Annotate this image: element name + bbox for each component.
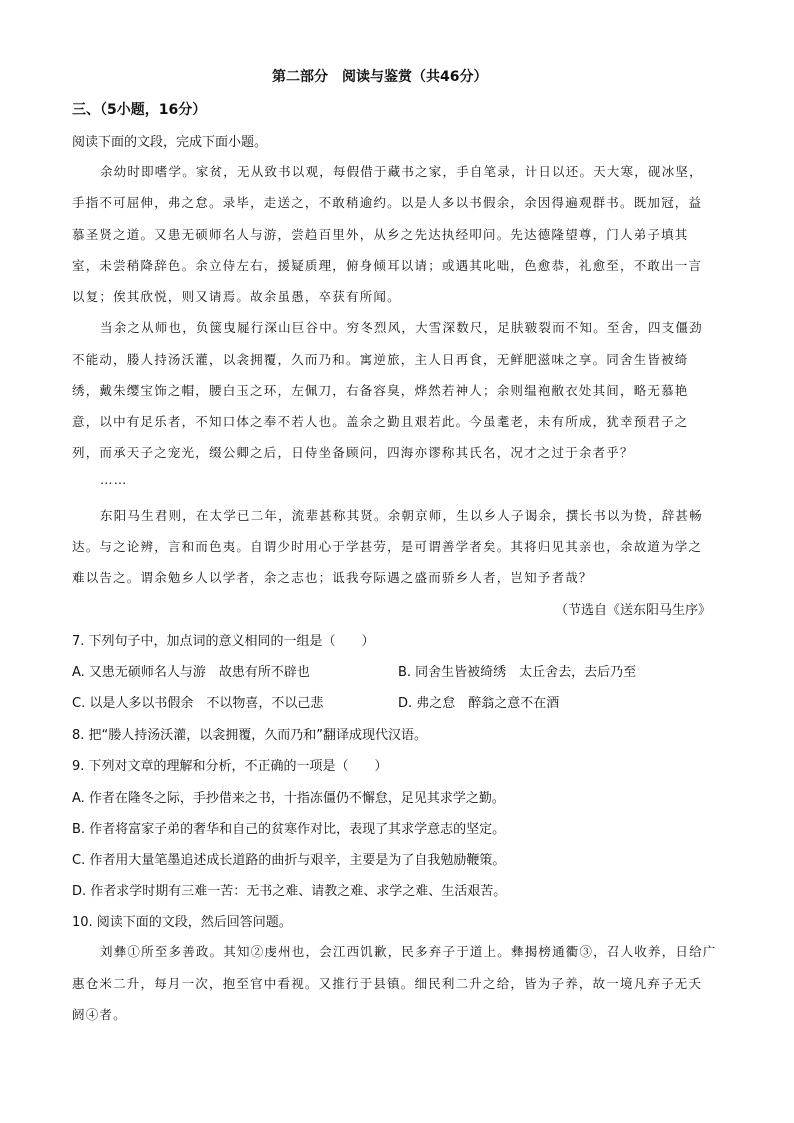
passage-source: （节选自《送东阳马生序》 (555, 603, 712, 618)
section-heading: 三、（5小题，16分） (72, 102, 207, 118)
question-7-stem: 7. 下列句子中，加点词的意义相同的一组是（ ） (72, 634, 375, 649)
passage-line: 余幼时即嗜学。家贫，无从致书以观，每假借于藏书之家，手自笔录，计日以还。天大寒，砚冰坚， (100, 164, 703, 179)
question-9-option-b: B. 作者将富家子弟的奢华和自己的贫寒作对比，表现了其求学意志的坚定。 (72, 822, 506, 837)
question-9-stem: 9. 下列对文章的理解和分析，不正确的一项是（ ） (72, 759, 388, 774)
passage-line: 手指不可屈伸，弗之怠。录毕，走送之，不敢稍逾约。以是人多以书假余，余因得遍观群书。既加冠，益 (72, 195, 703, 210)
question-9-option-d: D. 作者求学时期有三难一苦：无书之难、请教之难、求学之难、生活艰苦。 (72, 884, 507, 899)
part-title: 第二部分 阅读与鉴赏（共46分） (272, 69, 488, 85)
question-10-passage-line: 刘彝①所至多善政。其知②虔州也，会江西饥歉，民多弃子于道上。彝揭榜通衢③，召人收养，日给广 (100, 944, 717, 959)
question-9-option-c: C. 作者用大量笔墨追述成长道路的曲折与艰辛，主要是为了自我勉励鞭策。 (72, 853, 506, 868)
passage-line: 室，未尝稍降辞色。余立侍左右，援疑质理，俯身倾耳以请；或遇其叱咄，色愈恭，礼愈至，不敢出一言 (72, 258, 703, 273)
instruction-text: 阅读下面的文段，完成下面小题。 (72, 135, 268, 150)
passage-line: 绣，戴朱缨宝饰之帽，腰白玉之环，左佩刀，右备容臭，烨然若神人；余则缊袍敝衣处其间，略无慕艳 (72, 383, 689, 398)
question-10-passage-line: 惠仓米二升，每月一次，抱至官中看视。又推行于县镇。细民利二升之给，皆为子养，故一境凡弃子无夭 (72, 976, 703, 991)
question-9-option-a: A. 作者在隆冬之际，手抄借来之书，十指冻僵仍不懈怠，足见其求学之勤。 (72, 791, 505, 806)
passage-line: 难以告之。谓余勉乡人以学者，余之志也；诋我夸际遇之盛而骄乡人者，岂知予者哉？ (72, 570, 593, 585)
question-10-stem: 10. 阅读下面的文段，然后回答问题。 (72, 915, 292, 930)
passage-line: 东阳马生君则，在太学已二年，流辈甚称其贤。余朝京师，生以乡人子谒余，撰长书以为贽，辞甚畅 (100, 508, 703, 523)
passage-line: 以复；俟其欣悦，则又请焉。故余虽愚，卒获有所闻。 (72, 289, 401, 304)
question-7-option-a: A. 又患无硕师名人与游 故患有所不辟也 (72, 665, 310, 680)
question-8: 8. 把“媵人持汤沃灌，以衾拥覆，久而乃和”翻译成现代汉语。 (72, 728, 428, 743)
passage-line: 慕圣贤之道。又患无硕师名人与游，尝趋百里外，从乡之先达执经叩问。先达德隆望尊，门人弟子填其 (72, 227, 689, 242)
passage-line: 达。与之论辨，言和而色夷。自谓少时用心于学甚劳，是可谓善学者矣。其将归见其亲也，余故道为学之 (72, 539, 703, 554)
passage-line: 当余之从师也，负箧曳屣行深山巨谷中。穷冬烈风，大雪深数尺，足肤皲裂而不知。至舍，四支僵劲 (100, 320, 703, 335)
passage-line: 列，而承天子之宠光，缀公卿之后，日侍坐备顾问，四海亦谬称其氏名，况才之过于余者乎？ (72, 445, 634, 460)
question-7-option-b: B. 同舍生皆被绮绣 太丘舍去，去后乃至 (398, 665, 637, 680)
question-7-option-c: C. 以是人多以书假余 不以物喜，不以己悲 (72, 696, 324, 711)
question-10-passage-line: 阏④者。 (72, 1007, 127, 1022)
passage-ellipsis: …… (100, 472, 128, 487)
passage-line: 意，以中有足乐者，不知口体之奉不若人也。盖余之勤且艰若此。今虽耄老，未有所成，犹幸预君子之 (72, 414, 689, 429)
passage-line: 不能动，媵人持汤沃灌，以衾拥覆，久而乃和。寓逆旅，主人日再食，无鲜肥滋味之享。同舍生皆被绮 (72, 352, 689, 367)
question-7-option-d: D. 弗之怠 醉翁之意不在酒 (398, 696, 560, 711)
